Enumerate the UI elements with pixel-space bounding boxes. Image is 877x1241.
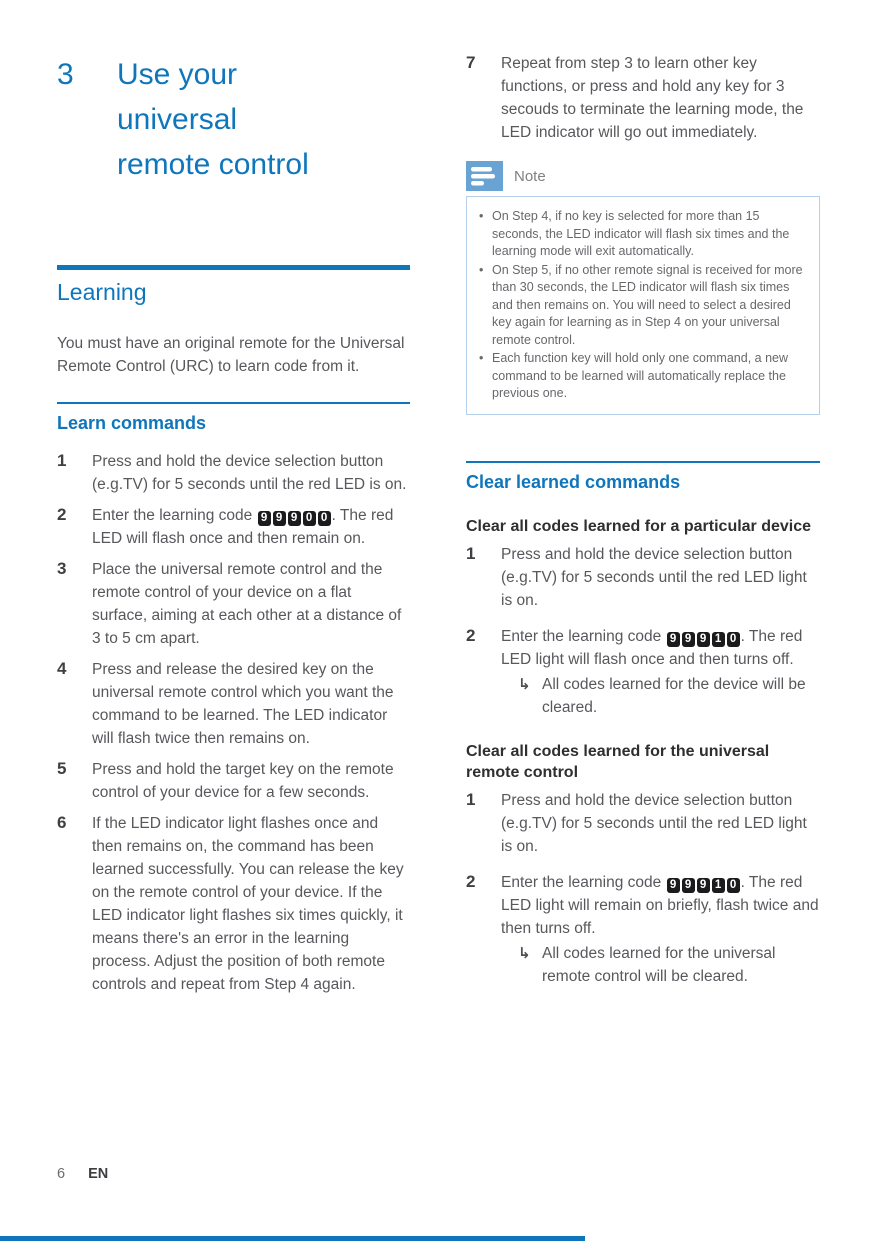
learn-steps-continued — [466, 52, 820, 144]
step-number: 1 — [466, 543, 476, 563]
learning-section-title: Learning — [57, 279, 147, 305]
step-number: 6 — [57, 813, 67, 832]
step-item — [466, 543, 820, 612]
step-text: Enter the learning code 9 9 9 1 0 . The red LED light will remain on briefly, flash twice and then turns off. ↳ All codes learned for the universal remote control will be cleared. — [501, 871, 820, 988]
footer-language: EN — [88, 1166, 109, 1182]
step-number: 2 — [466, 871, 476, 891]
step-text: Press and hold the device selection button (e.g.TV) for 5 seconds until the red LED light is on. — [501, 545, 807, 609]
note-icon — [466, 161, 503, 191]
step-result — [501, 942, 820, 988]
step-text: Press and release the desired key on the universal remote control which you want the command to be learned. The LED indicator will flash twice then remains on. — [92, 661, 394, 747]
step-item — [57, 658, 410, 750]
clear-section-rule — [466, 461, 820, 463]
note-item: • On Step 5, if no other remote signal is received for more than 30 seconds, the LED indicator will flash six times and then remains on. You will need to select a desired key again for learning as in Step 4 on your universal remote control. — [477, 262, 807, 350]
result-text: All codes learned for the universal remote control will be cleared. — [542, 944, 776, 985]
step-text: Place the universal remote control and the remote control of your device on a flat surface, aiming at each other at a distance of 3 to 5 cm apart. — [92, 561, 402, 647]
note-label: Note — [514, 167, 546, 185]
clear-commands-title: Clear learned commands — [466, 471, 681, 492]
step-text: Repeat from step 3 to learn other key functions, or press and hold any key for 3 secouds to terminate the learning mode, the LED indicator will go out immediately. — [501, 55, 804, 141]
keycap: 9 — [682, 878, 695, 893]
note-item: • Each function key will hold only one command, a new command to be learned will automatically replace the previous one. — [477, 350, 807, 403]
step-item — [466, 871, 820, 988]
step-number: 7 — [466, 53, 476, 72]
clear-steps-list — [466, 789, 820, 988]
step-text: Enter the learning code 9 9 9 1 0 . The red LED light will flash once and then turns off. ↳ All codes learned for the device will be cleared. — [501, 625, 820, 719]
step-text: Enter the learning code 9 9 9 0 0 . The red LED will flash once and then remain on. — [92, 507, 394, 547]
step-item — [466, 625, 820, 719]
bottom-edge-bar — [0, 1236, 585, 1241]
step-result — [501, 673, 820, 719]
step-item — [57, 558, 410, 650]
clear-subsection-heading: Clear all codes learned for the universal remote control — [466, 742, 770, 781]
keycap: 9 — [273, 511, 286, 526]
note-header — [466, 161, 820, 191]
step-item — [466, 789, 820, 858]
section-rule — [57, 265, 410, 270]
chapter-title: Use your universal remote control — [117, 58, 309, 181]
step-number: 4 — [57, 659, 67, 678]
keycap: 1 — [712, 878, 725, 893]
chapter-heading — [57, 0, 410, 187]
step-item — [57, 812, 410, 996]
note-item: • On Step 4, if no key is selected for more than 15 seconds, the LED indicator will flash six times and the learning mode will exit automatically. — [477, 208, 807, 261]
step-item — [57, 450, 410, 496]
keycap: 0 — [727, 632, 740, 647]
page-footer — [57, 1166, 108, 1182]
keycap: 1 — [712, 632, 725, 647]
learning-intro: You must have an original remote for the Universal Remote Control (URC) to learn code from it. — [57, 335, 405, 375]
step-number: 2 — [466, 625, 476, 645]
keycap: 9 — [697, 632, 710, 647]
keycap: 0 — [303, 511, 316, 526]
step-number: 5 — [57, 759, 67, 778]
keycap: 9 — [258, 511, 271, 526]
keycap: 9 — [667, 878, 680, 893]
step-item — [57, 758, 410, 804]
step-text: Press and hold the target key on the remote control of your device for a few seconds. — [92, 761, 394, 801]
result-arrow-icon: ↳ — [518, 943, 531, 962]
keycap: 9 — [697, 878, 710, 893]
keycap: 0 — [727, 878, 740, 893]
keycap: 9 — [288, 511, 301, 526]
step-text: Press and hold the device selection button (e.g.TV) for 5 seconds until the red LED light is on. — [501, 791, 807, 855]
clear-steps-list — [466, 543, 820, 719]
note-list — [477, 208, 807, 403]
footer-page-number: 6 — [57, 1166, 66, 1182]
right-column — [466, 0, 820, 1001]
step-item — [466, 52, 820, 144]
left-column — [57, 0, 410, 1004]
learn-commands-title: Learn commands — [57, 413, 207, 433]
step-number: 1 — [57, 451, 67, 470]
chapter-number: 3 — [57, 58, 74, 91]
note-callout — [466, 196, 820, 415]
keycap: 9 — [682, 632, 695, 647]
step-number: 2 — [57, 505, 67, 524]
result-arrow-icon: ↳ — [518, 674, 531, 693]
step-number: 1 — [466, 789, 476, 809]
step-item — [57, 504, 410, 550]
subsection-rule — [57, 402, 410, 404]
learn-steps-list — [57, 450, 410, 996]
keycap: 0 — [318, 511, 331, 526]
step-number: 3 — [57, 559, 67, 578]
result-text: All codes learned for the device will be cleared. — [542, 675, 806, 716]
step-text: If the LED indicator light flashes once and then remains on, the command has been learned successfully. You can release the key on the remote control of your device. If the LED indicator light flashes six times quickly, it means there's an error in the learning process. Adjust the position of both remote controls and repeat from Step 4 again. — [92, 815, 404, 993]
clear-subsections — [466, 516, 820, 988]
step-text: Press and hold the device selection button (e.g.TV) for 5 seconds until the red LED is on. — [92, 453, 407, 493]
clear-subsection-heading: Clear all codes learned for a particular device — [466, 517, 812, 535]
keycap: 9 — [667, 632, 680, 647]
